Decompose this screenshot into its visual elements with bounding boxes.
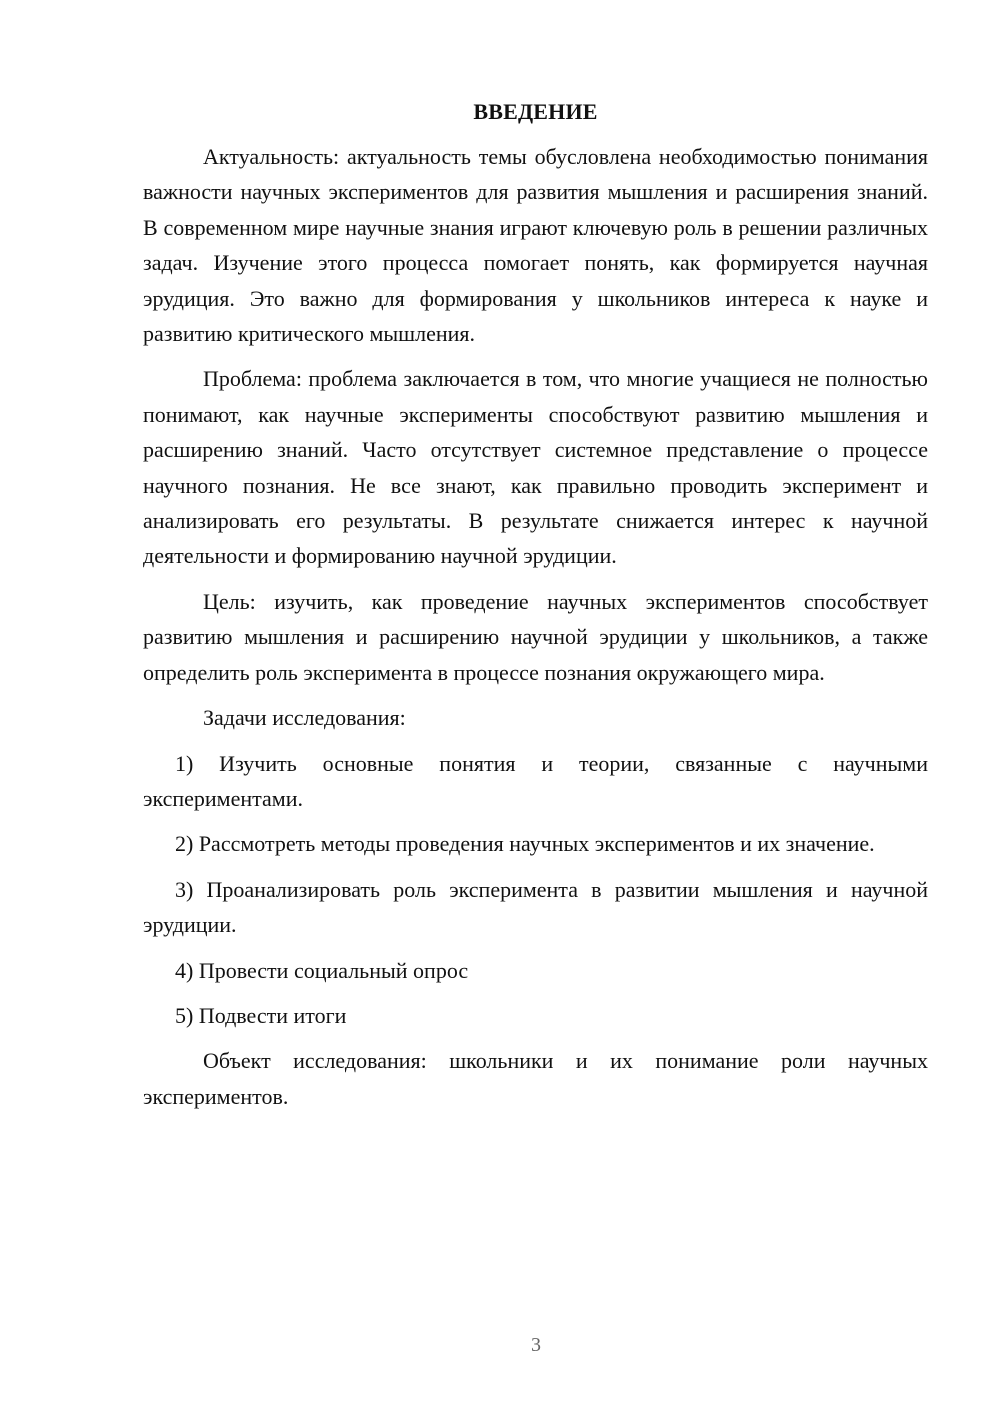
page-content	[143, 94, 928, 1124]
task-item: 4) Провести социальный опрос	[175, 957, 469, 983]
tasks-list	[143, 746, 928, 1034]
task-item: 5) Подвести итоги	[175, 1002, 347, 1028]
task-item: 1) Изучить основные понятия и теории, связанные с научными экспериментами.	[143, 750, 928, 811]
goal-paragraph: Цель: изучить, как проведение научных экспериментов способствует развитию мышления и расширению научной эрудиции у школьников, а также определить роль эксперимента в процессе познания окружающего мира.	[143, 588, 928, 685]
tasks-heading: Задачи исследования:	[203, 705, 406, 731]
object-paragraph: Объект исследования: школьники и их понимание роли научных экспериментов.	[143, 1048, 928, 1109]
task-item: 3) Проанализировать роль эксперимента в развитии мышления и научной эрудиции.	[143, 876, 928, 938]
task-item: 2) Рассмотреть методы проведения научных экспериментов и их значение.	[175, 831, 875, 857]
relevance-paragraph: Актуальность: актуальность темы обусловлена необходимостью понимания важности научных экспериментов для развития мышления и расширения знаний. В современном мире научные знания играют ключевую роль в решении различных задач. Изучение этого процесса помогает понять, как формируется научная эрудиция. Это важно для формирования у школьников интереса к науке и развитию критического мышления.	[143, 144, 928, 347]
problem-paragraph: Проблема: проблема заключается в том, что многие учащиеся не полностью понимают, как научные эксперименты способствуют развитию мышления и расширению знаний. Часто отсутствует системное представление о процессе научного познания. Не все знают, как правильно проводить эксперимент и анализировать его результаты. В результате снижается интерес к научной деятельности и формированию научной эрудиции.	[143, 366, 928, 569]
page-number: 3	[531, 1334, 541, 1356]
section-title: ВВЕДЕНИЕ	[473, 99, 598, 124]
